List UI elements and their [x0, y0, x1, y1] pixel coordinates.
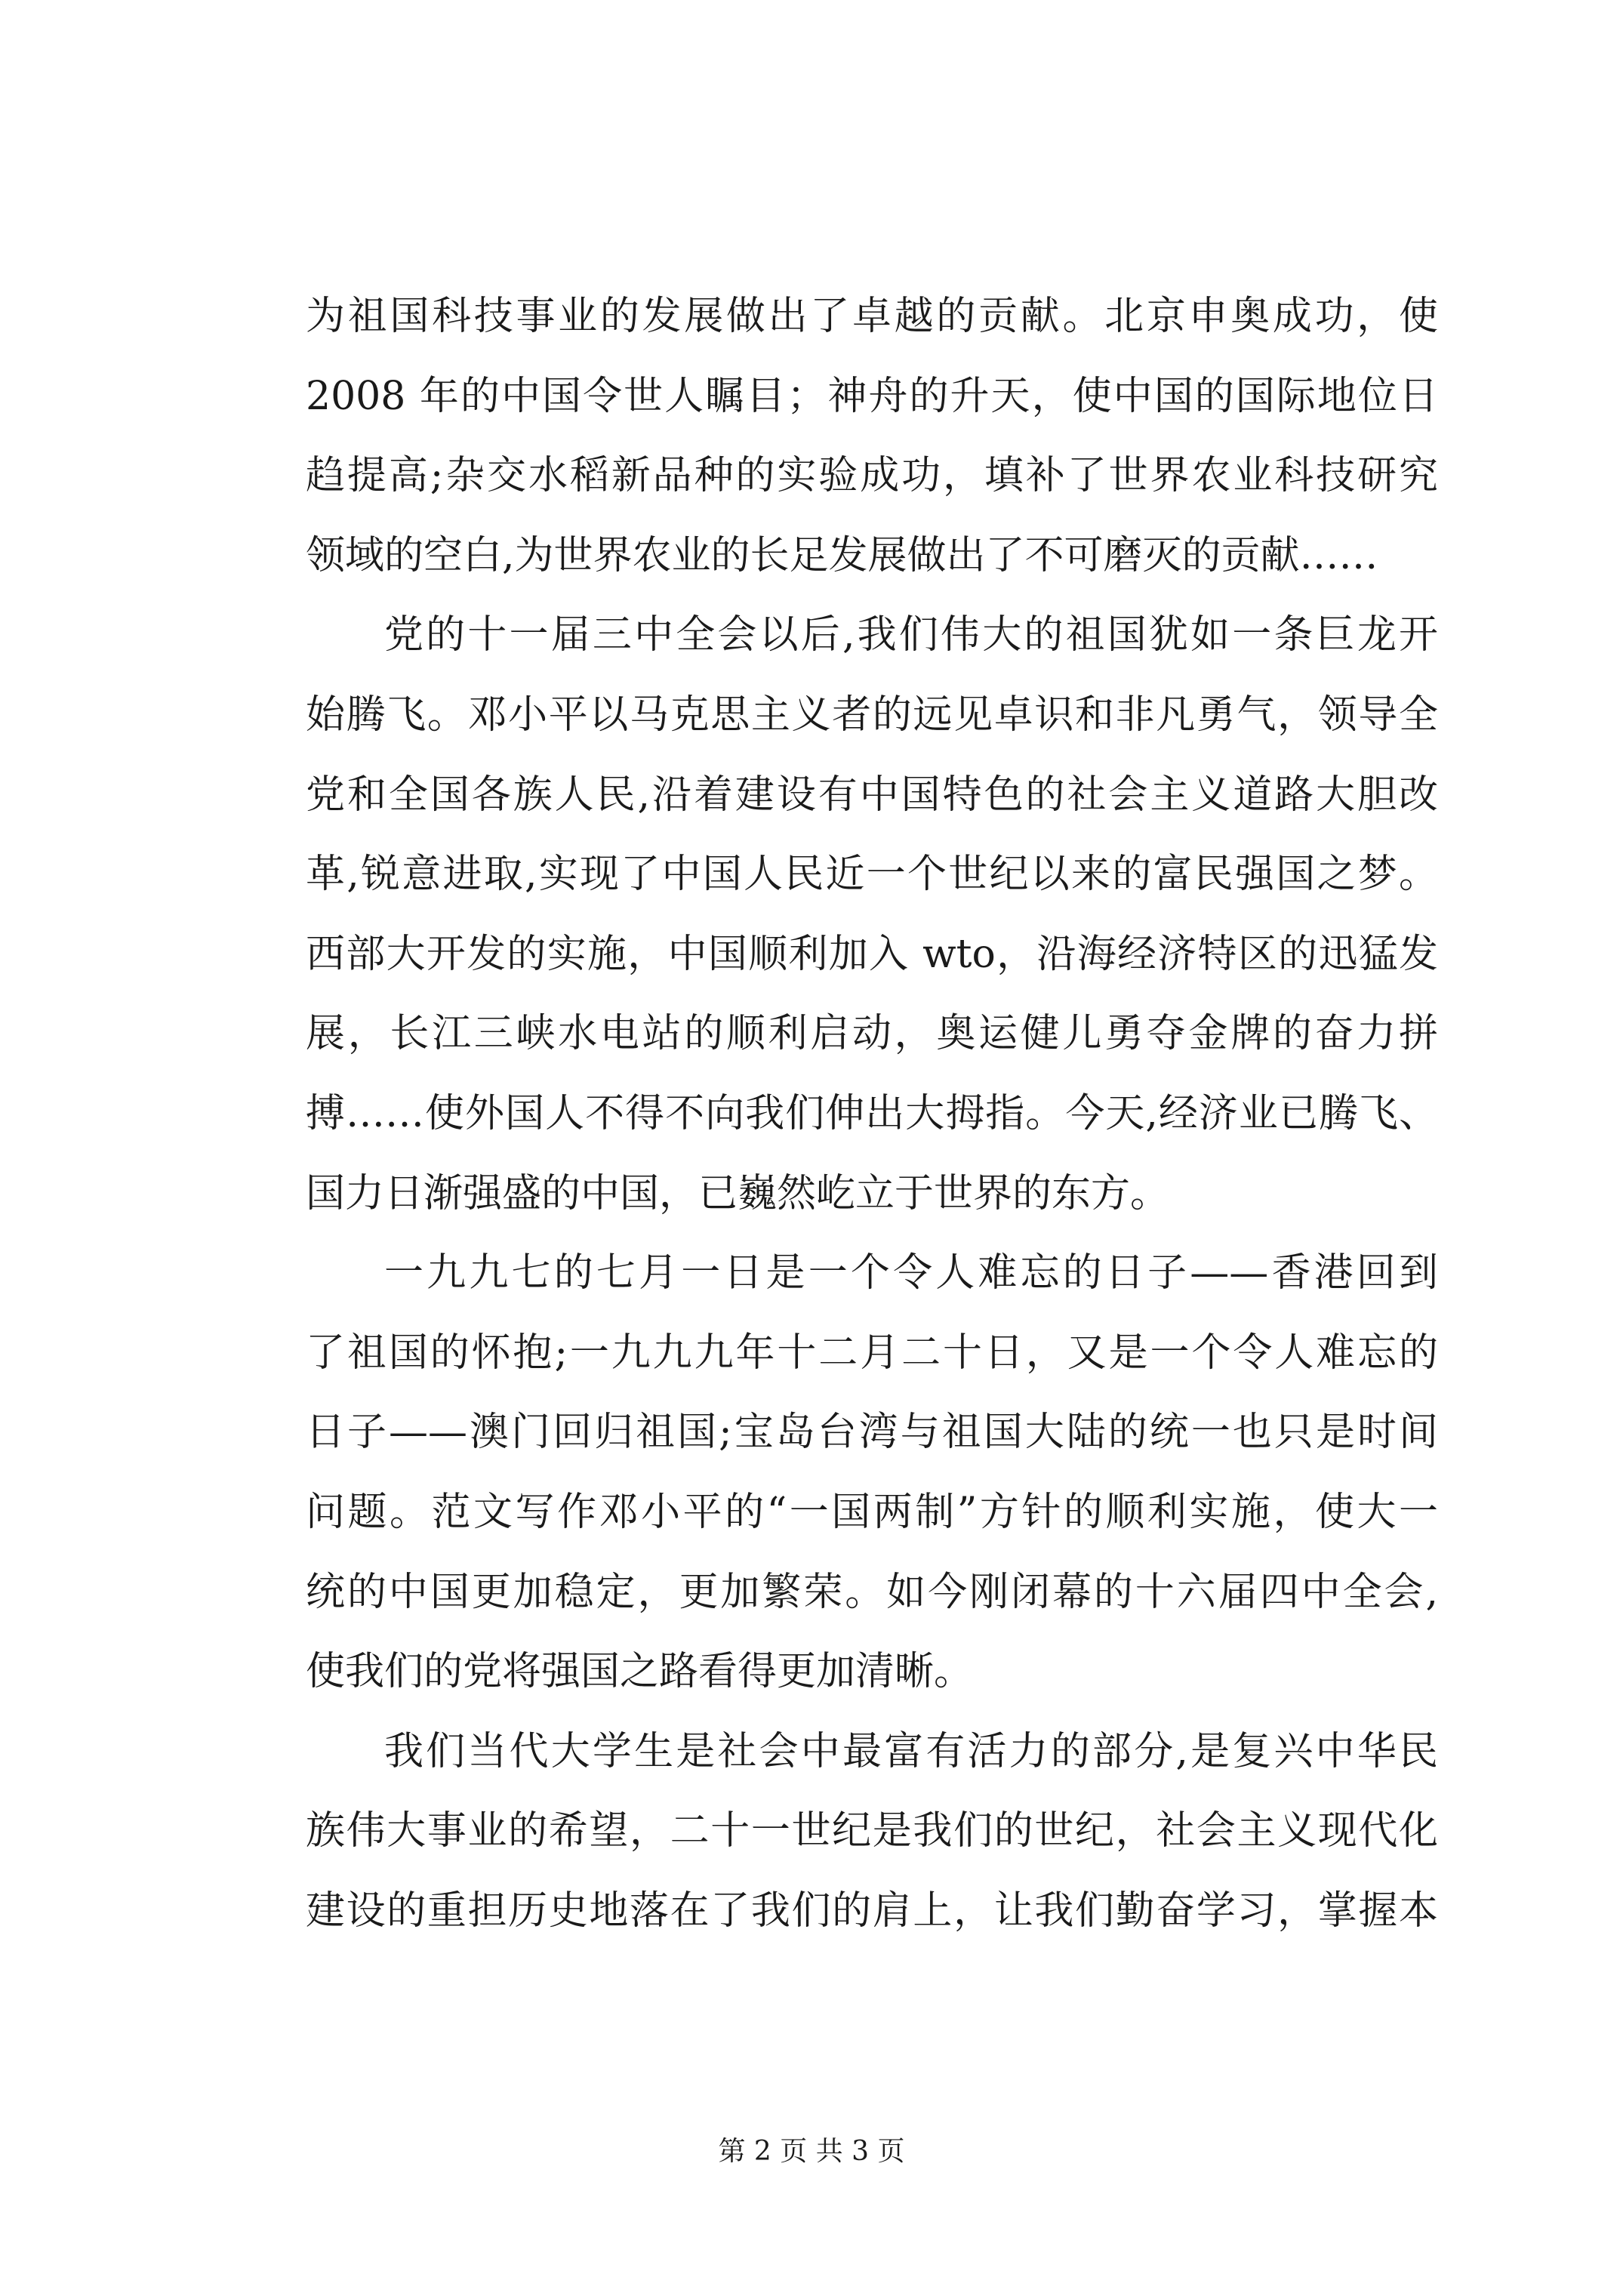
text-line: 我们当代大学生是社会中最富有活力的部分,是复兴中华民: [384, 1728, 1438, 1774]
text-line: 领域的空白,为世界农业的长足发展做出了不可磨灭的贡献……: [306, 532, 1378, 578]
paragraph-4: [306, 1728, 1438, 1934]
text-line: 展，长江三峡水电站的顺利启动，奥运健儿勇夺金牌的奋力拼: [306, 1011, 1438, 1057]
text-line: 2008 年的中国令世人瞩目；神舟的升天，使中国的国际地位日: [306, 373, 1438, 419]
text-line: 党的十一届三中全会以后,我们伟大的祖国犹如一条巨龙开: [384, 612, 1438, 658]
text-line: 了祖国的怀抱;一九九九年十二月二十日，又是一个令人难忘的: [306, 1330, 1438, 1376]
paragraph-3: [306, 1250, 1438, 1695]
text-line: 始腾飞。邓小平以马克思主义者的远见卓识和非凡勇气，领导全: [306, 692, 1438, 738]
text-line: 党和全国各族人民,沿着建设有中国特色的社会主义道路大胆改: [306, 772, 1438, 818]
text-line: 为祖国科技事业的发展做出了卓越的贡献。北京申奥成功，使: [306, 294, 1438, 339]
text-line: 一九九七的七月一日是一个令人难忘的日子——香港回到: [384, 1250, 1438, 1296]
paragraph-2: [306, 612, 1438, 1216]
text-line: 西部大开发的实施，中国顺利加入 wto，沿海经济特区的迅猛发: [306, 931, 1438, 977]
text-line: 问题。范文写作邓小平的“一国两制”方针的顺利实施，使大一: [306, 1489, 1438, 1535]
text-line: 族伟大事业的希望，二十一世纪是我们的世纪，社会主义现代化: [306, 1808, 1438, 1854]
text-line: 日子——澳门回归祖国;宝岛台湾与祖国大陆的统一也只是时间: [306, 1410, 1438, 1456]
text-line: 搏……使外国人不得不向我们伸出大拇指。今天,经济业已腾飞、: [306, 1090, 1438, 1136]
text-line: 建设的重担历史地落在了我们的肩上，让我们勤奋学习，掌握本: [306, 1888, 1438, 1934]
text-line: 统的中国更加稳定，更加繁荣。如今刚闭幕的十六届四中全会,: [306, 1569, 1438, 1615]
text-line: 国力日渐强盛的中国，已巍然屹立于世界的东方。: [306, 1170, 1170, 1216]
page-number-footer: 第 2 页 共 3 页: [718, 2136, 905, 2167]
text-line: 使我们的党将强国之路看得更加清晰。: [306, 1649, 974, 1695]
paragraph-1: [306, 294, 1438, 578]
text-line: 趋提高;杂交水稻新品种的实验成功，填补了世界农业科技研究: [306, 453, 1438, 499]
document-body: [306, 294, 1438, 1971]
text-line: 革,锐意进取,实现了中国人民近一个世纪以来的富民强国之梦。: [306, 852, 1438, 898]
